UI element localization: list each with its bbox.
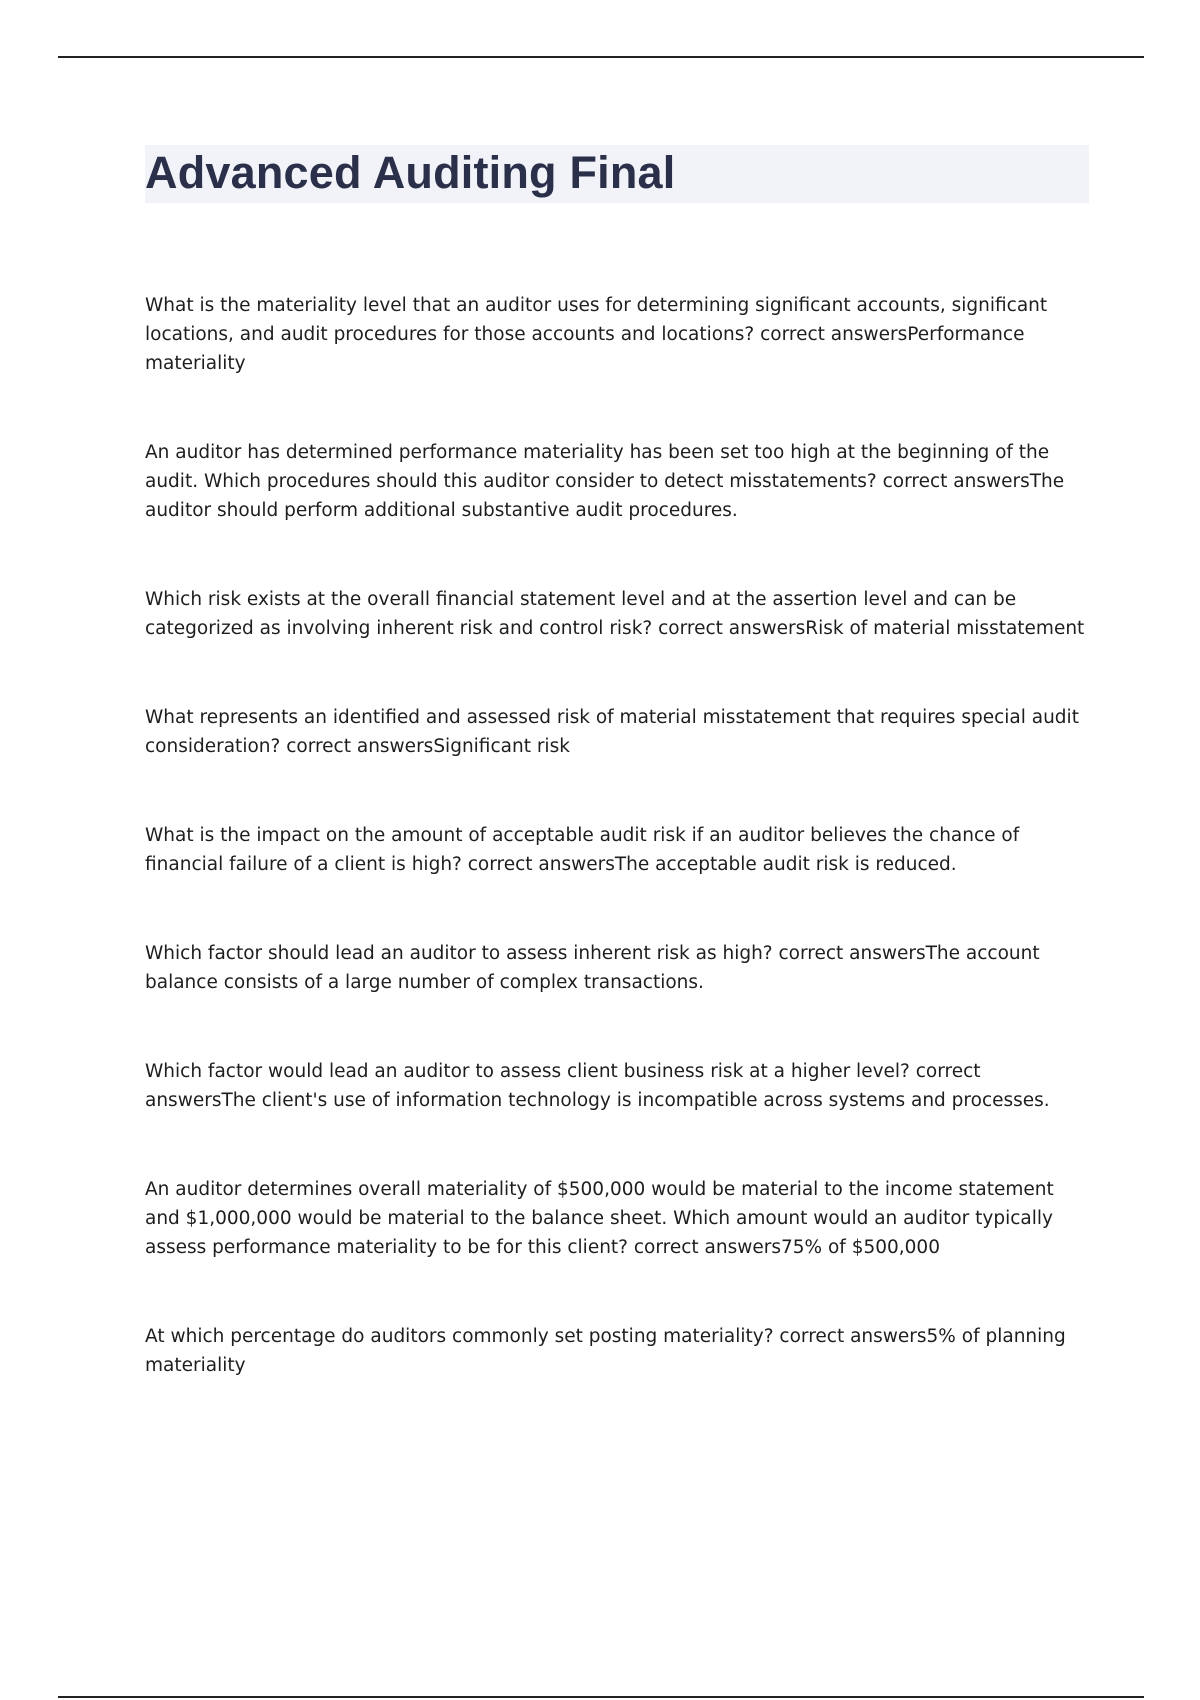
qa-item: At which percentage do auditors commonly set posting materiality? correct answers5% of planning materiality <box>145 1326 1066 1376</box>
qa-item: Which factor should lead an auditor to assess inherent risk as high? correct answersThe account balance consists of a large number of complex transactions. <box>145 943 1040 993</box>
qa-item: What represents an identified and assessed risk of material misstatement that requires special audit consideration? correct answersSignificant risk <box>145 707 1079 757</box>
qa-item: An auditor has determined performance materiality has been set too high at the beginning of the audit. Which procedures should this auditor consider to detect misstatements? correct answersThe auditor should perform additional substantive audit procedures. <box>145 442 1065 521</box>
qa-item: Which risk exists at the overall financial statement level and at the assertion level and can be categorized as involving inherent risk and control risk? correct answersRisk of material misstatement <box>145 589 1085 639</box>
qa-item: What is the impact on the amount of acceptable audit risk if an auditor believes the chance of financial failure of a client is high? correct answersThe acceptable audit risk is reduced. <box>145 825 1020 875</box>
qa-item: An auditor determines overall materiality of $500,000 would be material to the income statement and $1,000,000 would be material to the balance sheet. Which amount would an auditor typically assess performance materiality to be for this client? correct answers75% of $500,000 <box>145 1179 1054 1258</box>
qa-list <box>145 291 1090 1440</box>
top-rule <box>58 56 1144 58</box>
qa-item: What is the materiality level that an auditor uses for determining significant accounts, significant locations, and audit procedures for those accounts and locations? correct answersPerformance materiality <box>145 295 1048 374</box>
qa-item: Which factor would lead an auditor to assess client business risk at a higher level? correct answersThe client's use of information technology is incompatible across systems and processes. <box>145 1061 1050 1111</box>
bottom-rule <box>58 1696 1144 1698</box>
page-title: Advanced Auditing Final <box>145 147 676 198</box>
